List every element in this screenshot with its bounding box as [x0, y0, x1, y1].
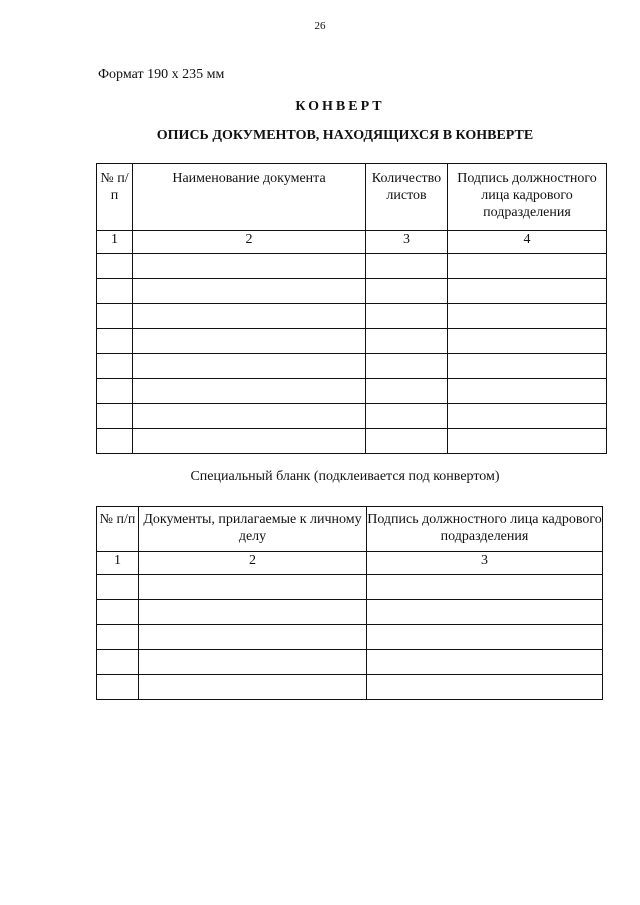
empty-cell[interactable] [97, 575, 139, 600]
empty-cell[interactable] [448, 354, 607, 379]
header-cell-signature: Подпись должностного лица кадрового подразделения [448, 164, 607, 231]
empty-cell[interactable] [97, 254, 133, 279]
empty-cell[interactable] [367, 650, 603, 675]
inventory-table [96, 163, 607, 454]
table-row [97, 304, 607, 329]
empty-cell[interactable] [366, 304, 448, 329]
empty-cell[interactable] [133, 404, 366, 429]
special-form-caption: Специальный бланк (подклеивается под конвертом) [190, 469, 500, 484]
empty-cell[interactable] [139, 675, 367, 700]
empty-cell[interactable] [139, 625, 367, 650]
table-row [97, 379, 607, 404]
empty-cell[interactable] [97, 354, 133, 379]
empty-cell[interactable] [366, 379, 448, 404]
empty-cell[interactable] [97, 279, 133, 304]
empty-cell[interactable] [448, 304, 607, 329]
empty-cell[interactable] [367, 575, 603, 600]
table-row [97, 429, 607, 454]
empty-cell[interactable] [133, 279, 366, 304]
column-number-row [97, 231, 607, 254]
empty-cell[interactable] [97, 379, 133, 404]
document-title: КОНВЕРТ [295, 99, 385, 114]
header-cell-signature: Подпись должностного лица кадрового подразделения [367, 507, 603, 552]
table-row [97, 354, 607, 379]
empty-cell[interactable] [97, 650, 139, 675]
empty-cell[interactable] [133, 429, 366, 454]
empty-cell[interactable] [133, 354, 366, 379]
empty-cell[interactable] [448, 279, 607, 304]
header-cell-attached-documents: Документы, прилагаемые к личному делу [139, 507, 367, 552]
column-number-cell: 1 [97, 552, 139, 575]
empty-cell[interactable] [97, 404, 133, 429]
empty-cell[interactable] [367, 675, 603, 700]
column-number-cell: 1 [97, 231, 133, 254]
empty-cell[interactable] [448, 379, 607, 404]
empty-cell[interactable] [448, 429, 607, 454]
empty-cell[interactable] [139, 600, 367, 625]
header-cell-number: № п/п [97, 164, 133, 231]
empty-cell[interactable] [133, 329, 366, 354]
column-number-cell: 3 [367, 552, 603, 575]
format-label: Формат 190 х 235 мм [98, 67, 225, 82]
table-header-row [97, 507, 603, 552]
empty-cell[interactable] [139, 650, 367, 675]
empty-cell[interactable] [366, 279, 448, 304]
table-row [97, 254, 607, 279]
empty-cell[interactable] [366, 329, 448, 354]
empty-cell[interactable] [133, 254, 366, 279]
header-cell-document-name: Наименование документа [133, 164, 366, 231]
empty-cell[interactable] [366, 404, 448, 429]
table-row [97, 625, 603, 650]
empty-cell[interactable] [97, 675, 139, 700]
column-number-row [97, 552, 603, 575]
table-row [97, 575, 603, 600]
table-row [97, 675, 603, 700]
table-row [97, 404, 607, 429]
empty-cell[interactable] [97, 625, 139, 650]
column-number-cell: 2 [139, 552, 367, 575]
column-number-cell: 2 [133, 231, 366, 254]
empty-cell[interactable] [366, 429, 448, 454]
empty-cell[interactable] [366, 354, 448, 379]
document-subtitle: ОПИСЬ ДОКУМЕНТОВ, НАХОДЯЩИХСЯ В КОНВЕРТЕ [156, 128, 534, 143]
empty-cell[interactable] [448, 329, 607, 354]
empty-cell[interactable] [139, 575, 367, 600]
empty-cell[interactable] [448, 404, 607, 429]
header-cell-number: № п/п [97, 507, 139, 552]
empty-cell[interactable] [367, 600, 603, 625]
empty-cell[interactable] [367, 625, 603, 650]
table-header-row [97, 164, 607, 231]
table-row [97, 279, 607, 304]
empty-cell[interactable] [97, 600, 139, 625]
attachment-table [96, 506, 603, 700]
empty-cell[interactable] [97, 304, 133, 329]
column-number-cell: 3 [366, 231, 448, 254]
table-row [97, 600, 603, 625]
table-row [97, 650, 603, 675]
empty-cell[interactable] [97, 429, 133, 454]
table-row [97, 329, 607, 354]
empty-cell[interactable] [448, 254, 607, 279]
empty-cell[interactable] [133, 304, 366, 329]
header-cell-sheet-count: Количество листов [366, 164, 448, 231]
column-number-cell: 4 [448, 231, 607, 254]
empty-cell[interactable] [133, 379, 366, 404]
empty-cell[interactable] [366, 254, 448, 279]
empty-cell[interactable] [97, 329, 133, 354]
page-number: 26 [314, 20, 326, 32]
